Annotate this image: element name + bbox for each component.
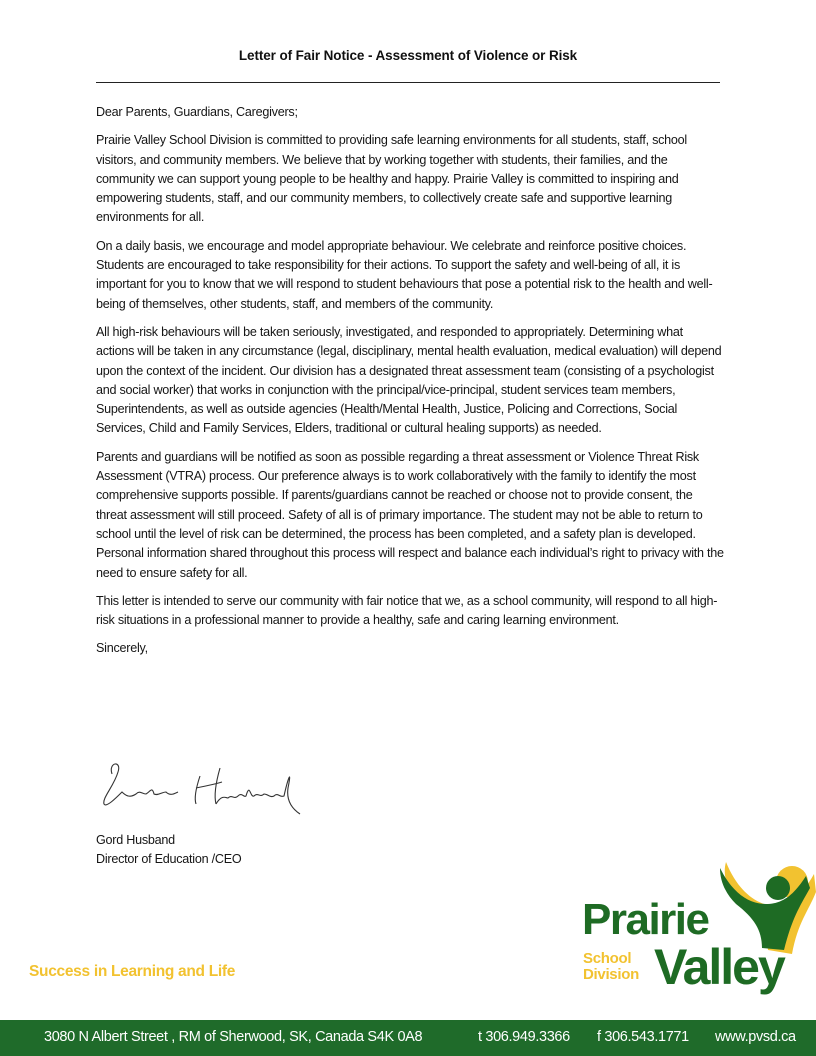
logo-word-school: School (583, 950, 632, 967)
prairie-valley-logo (578, 862, 816, 1012)
paragraph-behaviour: On a daily basis, we encourage and model appropriate behaviour. We celebrate and reinforce positive choices. Students are encouraged to take responsibility for their actions. To support the safety and well-being of all, it is important for you to know that we will respond to student behaviours that pose a potential risk to the health and well-being of themselves, other students, staff, and members of the community. (96, 238, 713, 311)
paragraph-high-risk: All high-risk behaviours will be taken seriously, investigated, and responded to appropriately. Determining what actions will be taken in any circumstance (legal, disciplinary, mental health evaluation, medical evaluation) will depend upon the context of the incident. Our division has a designated threat assessment team (consisting of a psychologist and social worker) that works in conjunction with the principal/vice-principal, student services team members, Superintendents, as well as outside agencies (Health/Mental Health, Justice, Policing and Corrections, Social Services, Child and Family Services, Elders, traditional or cultural healing supports) as needed. (96, 324, 722, 436)
closing: Sincerely, (96, 641, 148, 656)
logo-word-division: Division (583, 966, 639, 983)
footer-phone: t 306.949.3366 (478, 1029, 570, 1045)
signer-block (96, 831, 241, 870)
title-divider (96, 82, 720, 83)
paragraph-fair-notice: This letter is intended to serve our community with fair notice that we, as a school community, will respond to all high-risk situations in a professional manner to provide a healthy, safe and caring learning environment. (96, 593, 718, 628)
salutation: Dear Parents, Guardians, Caregivers; (96, 105, 298, 119)
letter-body (96, 103, 724, 668)
logo-word-prairie: Prairie (582, 895, 709, 944)
logo-word-valley: Valley (654, 939, 784, 995)
signer-title: Director of Education /CEO (96, 852, 242, 867)
footer-address: 3080 N Albert Street , RM of Sherwood, SK, Canada S4K 0A8 (44, 1029, 423, 1045)
footer-fax: f 306.543.1771 (597, 1029, 689, 1045)
paragraph-notification: Parents and guardians will be notified as soon as possible regarding a threat assessment or Violence Threat Risk Assessment (VTRA) process. Our preference always is to work collaboratively with the family to identify the most comprehensive supports possible. If parents/guardians cannot be reached or choose not to provide consent, the threat assessment will still proceed. Safety of all is of primary importance. The student may not be able to return to school until the level of risk can be determined, the process has been completed, and a safety plan is developed. Personal information shared throughout this process will respect and balance each individual’s right to privacy with the need to ensure safety for all. (96, 449, 724, 580)
footer-bar (0, 1020, 816, 1056)
signer-name: Gord Husband (96, 833, 175, 847)
footer-website[interactable]: www.pvsd.ca (715, 1029, 796, 1045)
letter-title: Letter of Fair Notice - Assessment of Violence or Risk (238, 48, 578, 63)
paragraph-commitment: Prairie Valley School Division is committed to providing safe learning environments for all students, staff, school visitors, and community members. We believe that by working together with students, their families, and the community we can support young people to be healthy and happy. Prairie Valley is committed to inspiring and empowering students, staff, and our community members, to collectively create safe and supportive learning environments for all. (96, 133, 687, 225)
handwritten-signature (96, 758, 306, 820)
tagline: Success in Learning and Life (29, 963, 236, 980)
